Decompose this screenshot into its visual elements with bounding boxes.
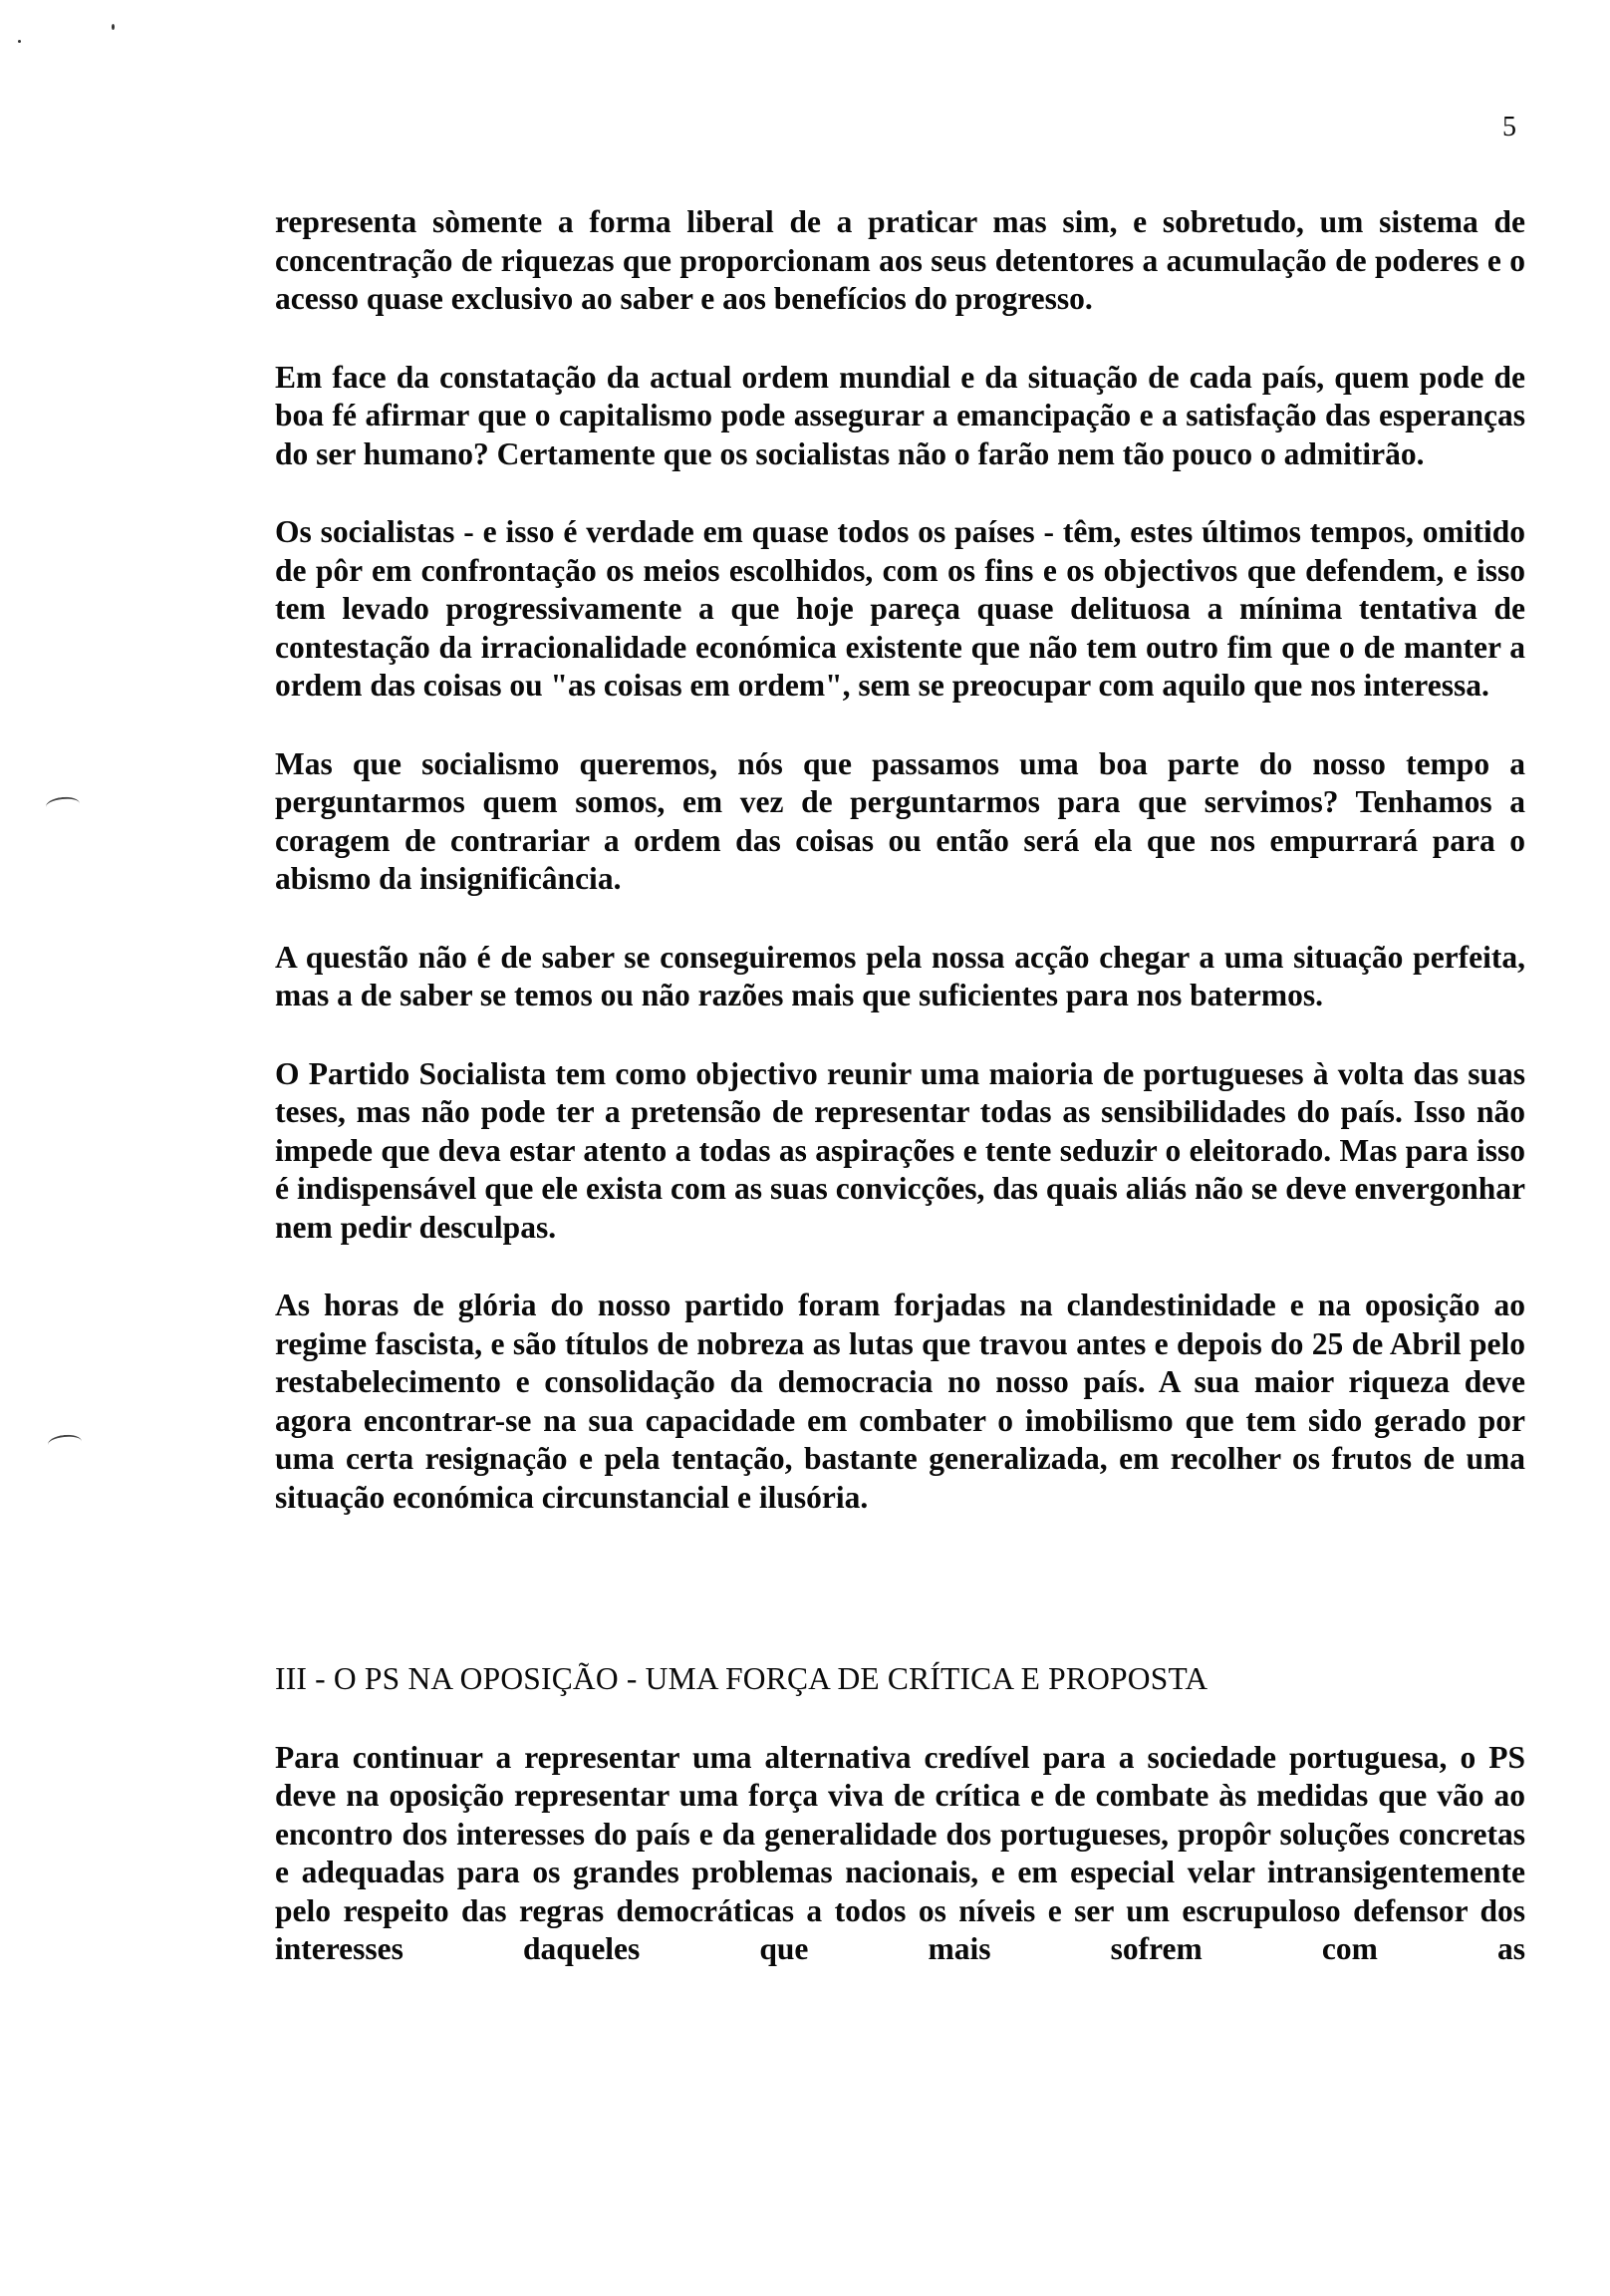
paragraph-3: Os socialistas - e isso é verdade em quase todos os países - têm, estes últimos tempos, omitido de pôr em confrontação os meios escolhidos, com os fins e os objectivos que defendem, e isso tem levado progressivamente a que hoje pareça quase delituosa a mínima tentativa de contestação da irracionalidade económica existente que não tem outro fim que o de manter a ordem das coisas ou "as coisas em ordem", sem se preocupar com aquilo que nos interessa. bbox=[275, 514, 1525, 703]
paragraph-7: As horas de glória do nosso partido foram forjadas na clandestinidade e na oposição ao regime fascista, e são títulos de nobreza as lutas que travou antes e depois do 25 de Abril pelo restabelecimento e consolidação da democracia no nosso país. A sua maior riqueza deve agora encontrar-se na sua capacidade em combater o imobilismo que tem sido gerado por uma certa resignação e pela tentação, bastante generalizada, em recolher os frutos de uma situação económica circunstancial e ilusória. bbox=[275, 1288, 1525, 1515]
paragraph-6: O Partido Socialista tem como objectivo reunir uma maioria de portugueses à volta das suas teses, mas não pode ter a pretensão de representar todas as sensibilidades do país. Isso não impede que deva estar atento a todas as aspirações e tente seduzir o eleitorado. Mas para isso é indispensável que ele exista com as suas convicções, das quais aliás não se deve envergonhar nem pedir desculpas. bbox=[275, 1055, 1525, 1245]
section-paragraph: Para continuar a representar uma alternativa credível para a sociedade portuguesa, o PS deve na oposição representar uma força viva de crítica e de combate às medidas que vão ao encontro dos interesses do país e da generalidade dos portugueses, propôr soluções concretas e adequadas para os grandes problemas nacionais, e em especial velar intransigentemente pelo respeito das regras democráticas a todos os níveis e ser um escrupuloso defensor dos interesses daqueles que mais sofrem com as bbox=[275, 1739, 1525, 1966]
document-body bbox=[275, 203, 1525, 1969]
paragraph-4: Mas que socialismo queremos, nós que passamos uma boa parte do nosso tempo a perguntarmos quem somos, em vez de perguntarmos para que servimos? Tenhamos a coragem de contrariar a ordem das coisas ou então será ela que nos empurrará para o abismo da insignificância. bbox=[275, 745, 1525, 896]
page-number: 5 bbox=[1502, 112, 1516, 143]
scan-speck-right bbox=[112, 24, 115, 30]
scan-speck-left bbox=[18, 40, 21, 43]
paragraph-5: A questão não é de saber se conseguiremos pela nossa acção chegar a uma situação perfeita, mas a de saber se temos ou não razões mais que suficientes para nos batermos. bbox=[275, 939, 1525, 1012]
paragraph-1: representa sòmente a forma liberal de a praticar mas sim, e sobretudo, um sistema de concentração de riquezas que proporcionam aos seus detentores a acumulação de poderes e o acesso quase exclusivo ao saber e aos benefícios do progresso. bbox=[275, 204, 1525, 316]
section-heading: III - O PS NA OPOSIÇÃO - UMA FORÇA DE CRÍTICA E PROPOSTA bbox=[275, 1661, 1208, 1696]
paragraph-2: Em face da constatação da actual ordem mundial e da situação de cada país, quem pode de boa fé afirmar que o capitalismo pode assegurar a emancipação e a satisfação das esperanças do ser humano? Certamente que os socialistas não o farão nem tão pouco o admitirão. bbox=[275, 359, 1525, 471]
margin-mark-upper bbox=[45, 795, 80, 814]
margin-mark-lower bbox=[47, 1433, 82, 1452]
